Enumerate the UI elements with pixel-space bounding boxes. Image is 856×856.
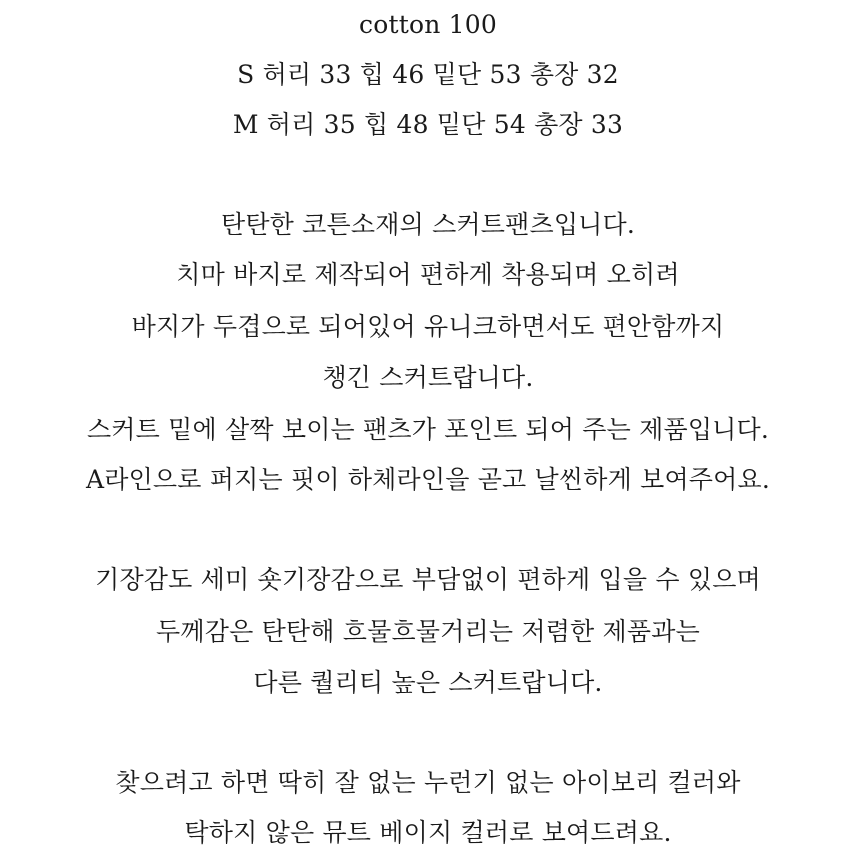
paragraph-1-line: A라인으로 퍼지는 핏이 하체라인을 곧고 날씬하게 보여주어요. xyxy=(85,465,771,494)
paragraph-1-line: 치마 바지로 제작되어 편하게 착용되며 오히려 xyxy=(176,260,680,289)
paragraph-1-line: 바지가 두겹으로 되어있어 유니크하면서도 편안함까지 xyxy=(131,312,725,341)
paragraph-1-line: 스커트 밑에 살짝 보이는 팬츠가 포인트 되어 주는 제품입니다. xyxy=(86,415,770,444)
spec-size-s: S 허리 33 힙 46 밑단 53 총장 32 xyxy=(237,60,619,89)
paragraph-2-line: 다른 퀄리티 높은 스커트랍니다. xyxy=(253,668,603,697)
paragraph-3-line: 찾으려고 하면 딱히 잘 없는 누런기 없는 아이보리 컬러와 xyxy=(115,768,741,797)
paragraph-3-line: 탁하지 않은 뮤트 베이지 컬러로 보여드려요. xyxy=(184,818,672,847)
paragraph-2-line: 두께감은 탄탄해 흐물흐물거리는 저렴한 제품과는 xyxy=(156,617,700,646)
spec-size-m: M 허리 35 힙 48 밑단 54 총장 33 xyxy=(232,110,624,139)
paragraph-2-line: 기장감도 세미 숏기장감으로 부담없이 편하게 입을 수 있으며 xyxy=(95,565,761,594)
paragraph-1-line: 챙긴 스커트랍니다. xyxy=(322,363,534,392)
paragraph-1-line: 탄탄한 코튼소재의 스커트팬츠입니다. xyxy=(220,210,636,239)
spec-material: cotton 100 xyxy=(359,10,497,39)
